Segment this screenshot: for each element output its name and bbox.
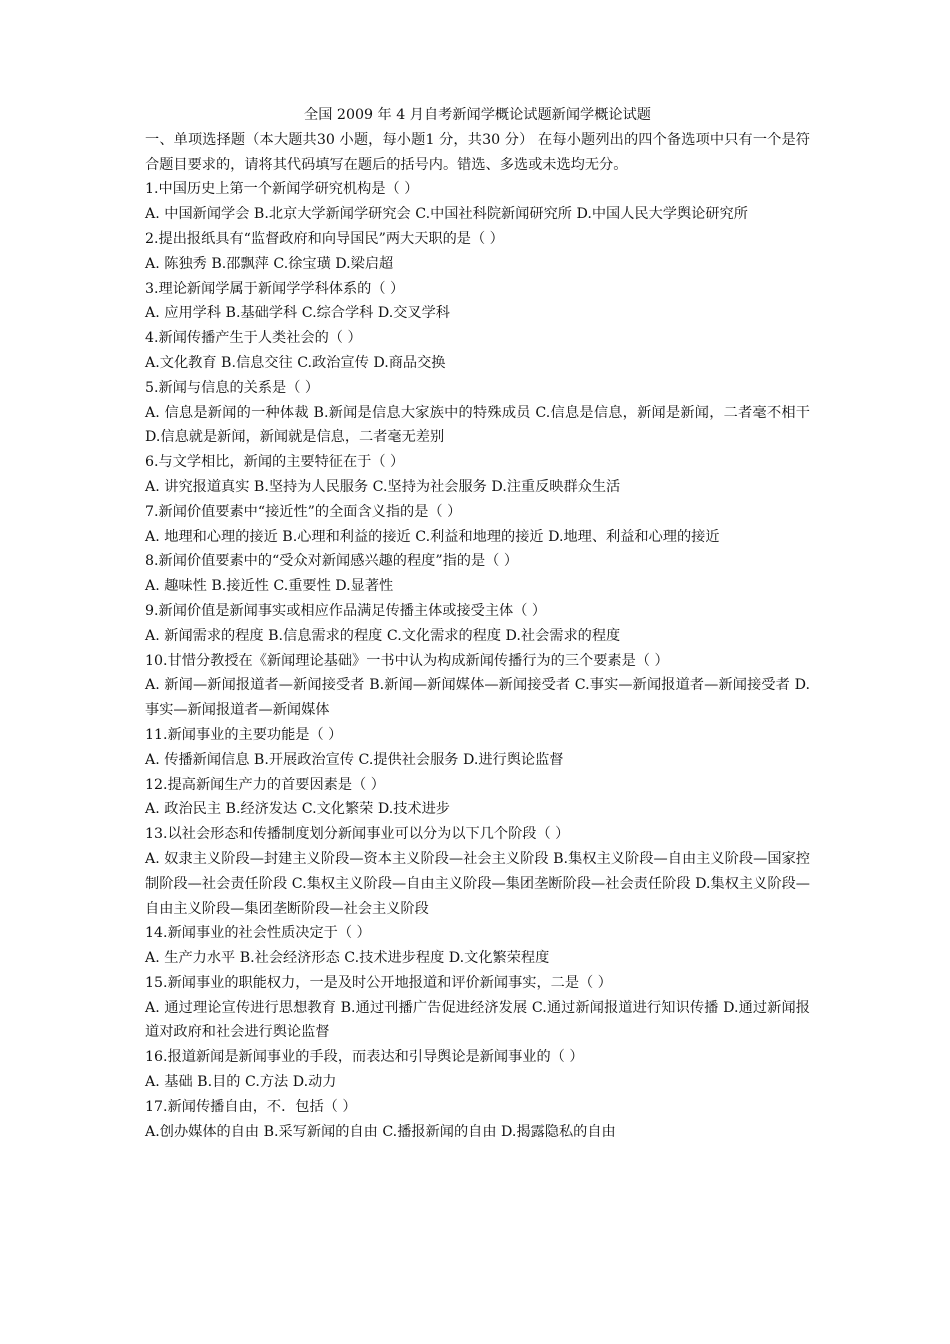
question-text: 15.新闻事业的职能权力，一是及时公开地报道和评价新闻事实，二是（ ） xyxy=(145,974,612,991)
question-options: A. 趣味性 B.接近性 C.重要性 D.显著性 xyxy=(145,578,394,595)
question-options: A. 信息是新闻的一种体裁 B.新闻是信息大家族中的特殊成员 C.信息是信息，新闻是新闻，二者毫不相干 D.信息就是新闻，新闻就是信息，二者毫无差别 xyxy=(145,404,810,446)
question-list xyxy=(145,177,810,1144)
question-text: 1.中国历史上第一个新闻学研究机构是（ ） xyxy=(145,181,419,198)
question-options: A. 奴隶主义阶段—封建主义阶段—资本主义阶段—社会主义阶段 B.集权主义阶段—自由主义阶段—国家控制阶段—社会责任阶段 C.集权主义阶段—自由主义阶段—集团垄断阶段—社会责任阶段 D.集权主义阶段—自由主义阶段—集团垄断阶段—社会主义阶段 xyxy=(145,850,810,917)
question-text: 17.新闻传播自由，不．包括（ ） xyxy=(145,1098,357,1115)
question-options: A. 新闻—新闻报道者—新闻接受者 B.新闻—新闻媒体—新闻接受者 C.事实—新闻报道者—新闻接受者 D.事实—新闻报道者—新闻媒体 xyxy=(145,677,810,719)
question-options: A. 应用学科 B.基础学科 C.综合学科 D.交叉学科 xyxy=(145,305,450,322)
question-text: 3.理论新闻学属于新闻学学科体系的（ ） xyxy=(145,280,405,297)
question-options: A. 生产力水平 B.社会经济形态 C.技术进步程度 D.文化繁荣程度 xyxy=(145,950,550,967)
question-options: A. 基础 B.目的 C.方法 D.动力 xyxy=(145,1074,337,1091)
question-options: A. 政治民主 B.经济发达 C.文化繁荣 D.技术进步 xyxy=(145,801,450,818)
question-text: 11.新闻事业的主要功能是（ ） xyxy=(145,726,343,743)
question-text: 6.与文学相比，新闻的主要特征在于（ ） xyxy=(145,454,405,471)
document-title: 全国 2009 年 4 月自考新闻学概论试题新闻学概论试题 xyxy=(304,107,651,123)
question-text: 10.甘惜分教授在《新闻理论基础》一书中认为构成新闻传播行为的三个要素是（ ） xyxy=(145,652,669,669)
question-text: 9.新闻价值是新闻事实或相应作品满足传播主体或接受主体（ ） xyxy=(145,602,547,619)
question-options: A. 讲究报道真实 B.坚持为人民服务 C.坚持为社会服务 D.注重反映群众生活 xyxy=(145,478,621,495)
question-text: 14.新闻事业的社会性质决定于（ ） xyxy=(145,925,371,942)
question-options: A. 传播新闻信息 B.开展政治宣传 C.提供社会服务 D.进行舆论监督 xyxy=(145,751,564,768)
question-options: A. 中国新闻学会 B.北京大学新闻学研究会 C.中国社科院新闻研究所 D.中国人民大学舆论研究所 xyxy=(145,206,748,223)
question-text: 5.新闻与信息的关系是（ ） xyxy=(145,379,320,396)
question-options: A. 通过理论宣传进行思想教育 B.通过刊播广告促进经济发展 C.通过新闻报道进行知识传播 D.通过新闻报道对政府和社会进行舆论监督 xyxy=(145,999,810,1041)
question-options: A. 陈独秀 B.邵飘萍 C.徐宝璜 D.梁启超 xyxy=(145,255,394,272)
question-options: A.文化教育 B.信息交往 C.政治宣传 D.商品交换 xyxy=(145,354,446,371)
question-text: 8.新闻价值要素中的“受众对新闻感兴趣的程度”指的是（ ） xyxy=(145,553,519,570)
question-text: 16.报道新闻是新闻事业的手段，而表达和引导舆论是新闻事业的（ ） xyxy=(145,1049,584,1066)
document-page xyxy=(145,103,810,1144)
question-text: 7.新闻价值要素中“接近性”的全面含义指的是（ ） xyxy=(145,503,462,520)
section-instructions: 一、单项选择题（本大题共30 小题，每小题1 分，共30 分） 在每小题列出的四个备选项中只有一个是符合题目要求的，请将其代码填写在题后的括号内。错选、多选或未选均无分。 xyxy=(145,131,810,173)
question-text: 12.提高新闻生产力的首要因素是（ ） xyxy=(145,776,385,793)
question-options: A. 地理和心理的接近 B.心理和利益的接近 C.利益和地理的接近 D.地理、利益和心理的接近 xyxy=(145,528,720,545)
question-options: A. 新闻需求的程度 B.信息需求的程度 C.文化需求的程度 D.社会需求的程度 xyxy=(145,627,621,644)
question-text: 2.提出报纸具有“监督政府和向导国民”两大天职的是（ ） xyxy=(145,230,504,247)
question-text: 4.新闻传播产生于人类社会的（ ） xyxy=(145,330,362,347)
question-options: A.创办媒体的自由 B.采写新闻的自由 C.播报新闻的自由 D.揭露隐私的自由 xyxy=(145,1123,616,1140)
question-text: 13.以社会形态和传播制度划分新闻事业可以分为以下几个阶段（ ） xyxy=(145,826,570,843)
